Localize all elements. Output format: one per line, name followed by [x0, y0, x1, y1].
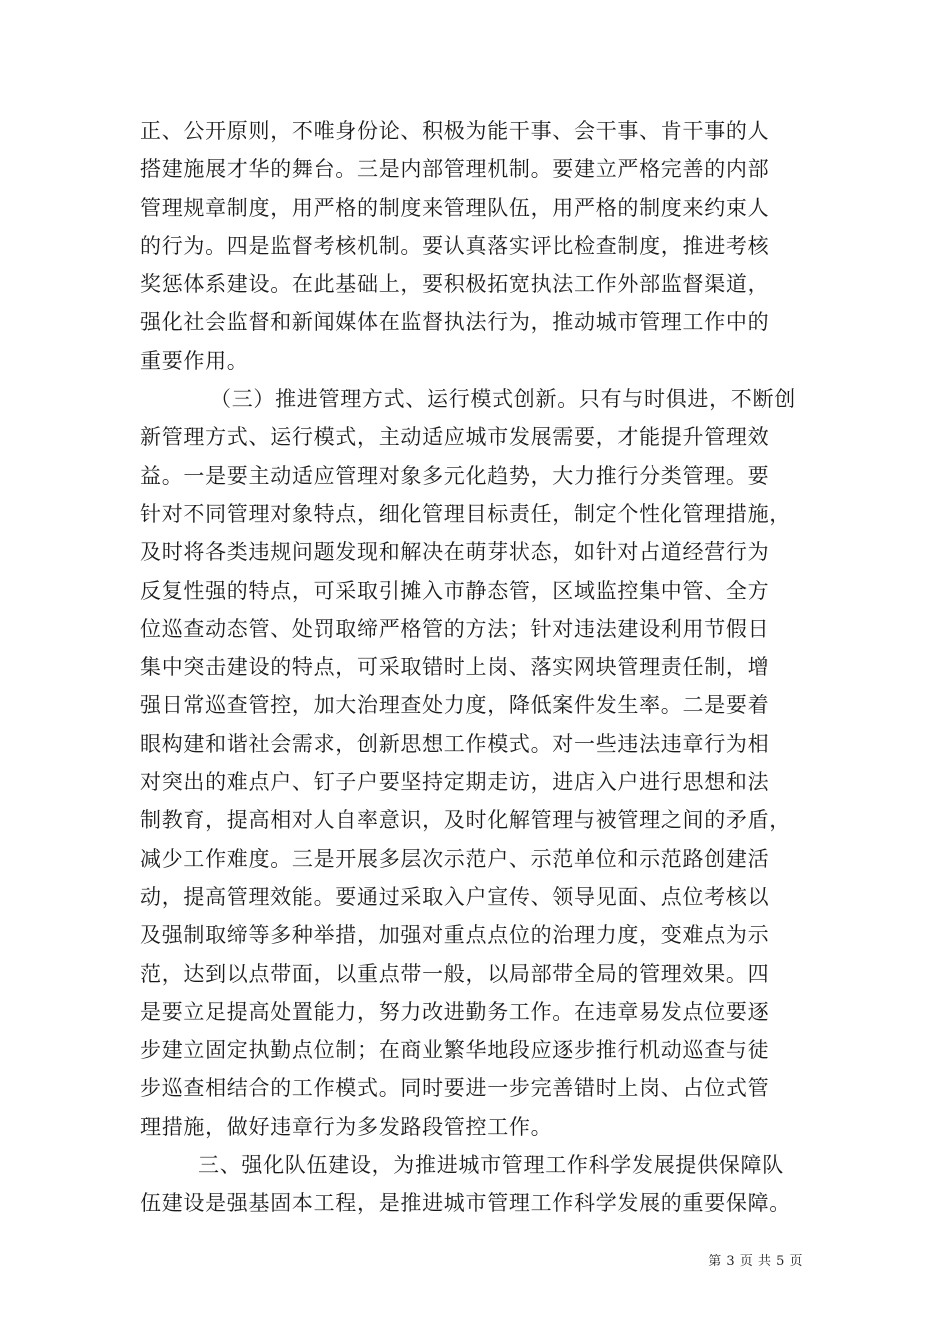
text-line: 重要作用。: [140, 348, 249, 373]
text-line: 的行为。四是监督考核机制。要认真落实评比检查制度，推进考核: [140, 233, 770, 258]
text-line: 强化社会监督和新闻媒体在监督执法行为，推动城市管理工作中的: [140, 310, 770, 335]
text-line: 奖惩体系建设。在此基础上，要积极拓宽执法工作外部监督渠道，: [140, 272, 770, 297]
text-line: 针对不同管理对象特点，细化管理目标责任，制定个性化管理措施，: [140, 501, 791, 526]
text-line: 及强制取缔等多种举措，加强对重点点位的治理力度，变难点为示: [140, 923, 770, 948]
page-number: 第 3 页 共 5 页: [708, 1254, 803, 1269]
text-line: 反复性强的特点，可采取引摊入市静态管，区域监控集中管、全方: [140, 578, 770, 603]
section-heading-line: 三、强化队伍建设，为推进城市管理工作科学发展提供保障队: [198, 1153, 784, 1178]
text-line: 搭建施展才华的舞台。三是内部管理机制。要建立严格完善的内部: [140, 157, 770, 182]
text-line: 及时将各类违规问题发现和解决在萌芽状态，如针对占道经营行为: [140, 540, 770, 565]
body-text: [140, 112, 820, 1223]
text-line: 正、公开原则，不唯身份论、积极为能干事、会干事、肯干事的人: [140, 119, 770, 143]
text-line: 减少工作难度。三是开展多层次示范户、示范单位和示范路创建活: [140, 846, 770, 871]
text-line: 眼构建和谐社会需求，创新思想工作模式。对一些违法违章行为相: [140, 731, 770, 756]
text-line: 范，达到以点带面，以重点带一般，以局部带全局的管理效果。四: [140, 961, 770, 986]
text-line: 步建立固定执勤点位制；在商业繁华地段应逐步推行机动巡查与徒: [140, 1038, 770, 1063]
text-line: 位巡查动态管、处罚取缔严格管的方法；针对违法建设利用节假日: [140, 616, 770, 641]
text-line: 动，提高管理效能。要通过采取入户宣传、领导见面、点位考核以: [140, 884, 770, 909]
text-line: 理措施，做好违章行为多发路段管控工作。: [140, 1114, 553, 1139]
text-line: 益。一是要主动适应管理对象多元化趋势，大力推行分类管理。要: [140, 463, 770, 488]
text-line: 是要立足提高处置能力，努力改进勤务工作。在违章易发点位要逐: [140, 999, 770, 1024]
text-line: 步巡查相结合的工作模式。同时要进一步完善错时上岗、占位式管: [140, 1076, 770, 1101]
text-line: 新管理方式、运行模式，主动适应城市发展需要，才能提升管理效: [140, 425, 770, 450]
text-line: 伍建设是强基固本工程，是推进城市管理工作科学发展的重要保障。: [140, 1191, 791, 1216]
text-line: 制教育，提高相对人自率意识，及时化解管理与被管理之间的矛盾，: [140, 808, 791, 833]
text-line: 管理规章制度，用严格的制度来管理队伍，用严格的制度来约束人: [140, 195, 770, 220]
section-heading-line: （三）推进管理方式、运行模式创新。只有与时俱进，不断创: [210, 387, 796, 412]
text-line: 强日常巡查管控，加大治理查处力度，降低案件发生率。二是要着: [140, 693, 770, 718]
text-line: 集中突击建设的特点，可采取错时上岗、落实网块管理责任制，增: [140, 655, 770, 680]
text-line: 对突出的难点户、钉子户要坚持定期走访，进店入户进行思想和法: [140, 770, 770, 795]
